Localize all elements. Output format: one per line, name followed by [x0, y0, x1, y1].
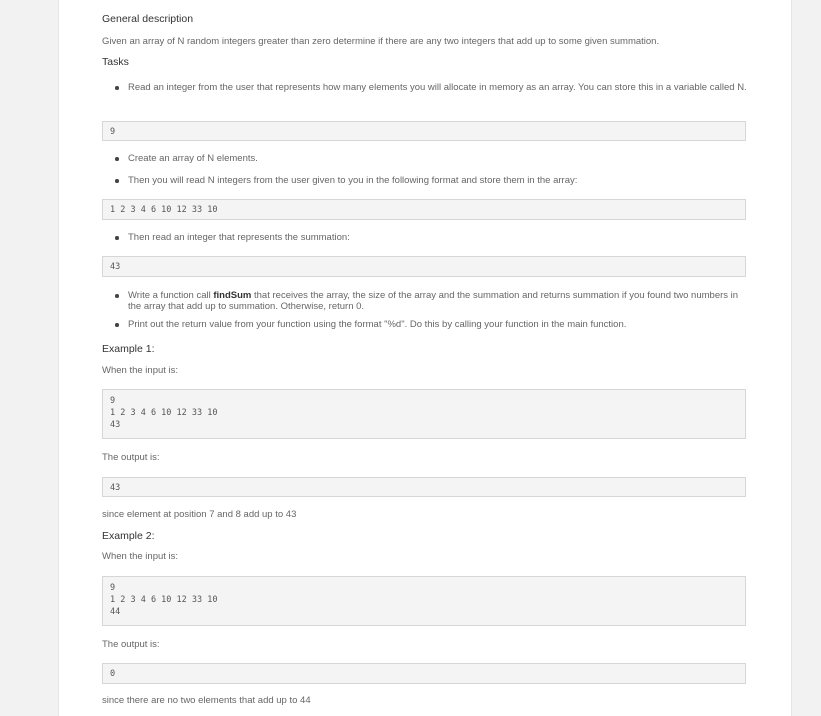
example1-input-block: 9 1 2 3 4 6 10 12 33 10 43 [102, 389, 746, 439]
code-block-n: 9 [102, 121, 746, 141]
tasks-title: Tasks [102, 56, 129, 68]
example1-output-label: The output is: [102, 452, 160, 463]
general-description-title: General description [102, 13, 194, 25]
example1-output-block: 43 [102, 477, 746, 497]
task-create-array [102, 153, 748, 164]
task-create-array-text: Create an array of N elements. [128, 153, 258, 164]
code-block-array: 1 2 3 4 6 10 12 33 10 [102, 199, 746, 220]
general-description-text: Given an array of N random integers greater than zero determine if there are any two integers that add up to some given summation. [102, 36, 660, 47]
task-print-output [102, 319, 748, 330]
code-block-summation: 43 [102, 256, 746, 277]
task-read-summation-text: Then read an integer that represents the summation: [128, 232, 350, 243]
function-name: findSum [213, 290, 252, 301]
task-write-function [102, 290, 748, 312]
example1-title: Example 1: [102, 343, 155, 355]
example2-input-label: When the input is: [102, 551, 179, 562]
task-write-function-post: that receives the array, the size of the array and the summation and returns summation if you found two numbers in the array that add up to summation. Otherwise, return 0. [128, 290, 739, 312]
task-read-n-text: Read an integer from the user that represents how many elements you will allocate in memory as an array. You can store this in a variable called N. [128, 82, 747, 93]
example2-input-block: 9 1 2 3 4 6 10 12 33 10 44 [102, 576, 746, 626]
page [58, 0, 792, 716]
task-read-integers [102, 175, 748, 186]
task-write-function-pre: Write a function call [128, 290, 214, 301]
example2-output-block: 0 [102, 663, 746, 684]
task-read-summation [102, 232, 748, 243]
example1-note: since element at position 7 and 8 add up to 43 [102, 509, 297, 520]
example1-input-label: When the input is: [102, 365, 179, 376]
example2-title: Example 2: [102, 530, 155, 542]
task-read-integers-text: Then you will read N integers from the user given to you in the following format and store them in the array: [128, 175, 578, 186]
example2-note: since there are no two elements that add up to 44 [102, 695, 311, 706]
task-print-output-text: Print out the return value from your function using the format "%d". Do this by calling your function in the main function. [128, 319, 627, 330]
example2-output-label: The output is: [102, 639, 160, 650]
task-read-n [102, 82, 748, 93]
